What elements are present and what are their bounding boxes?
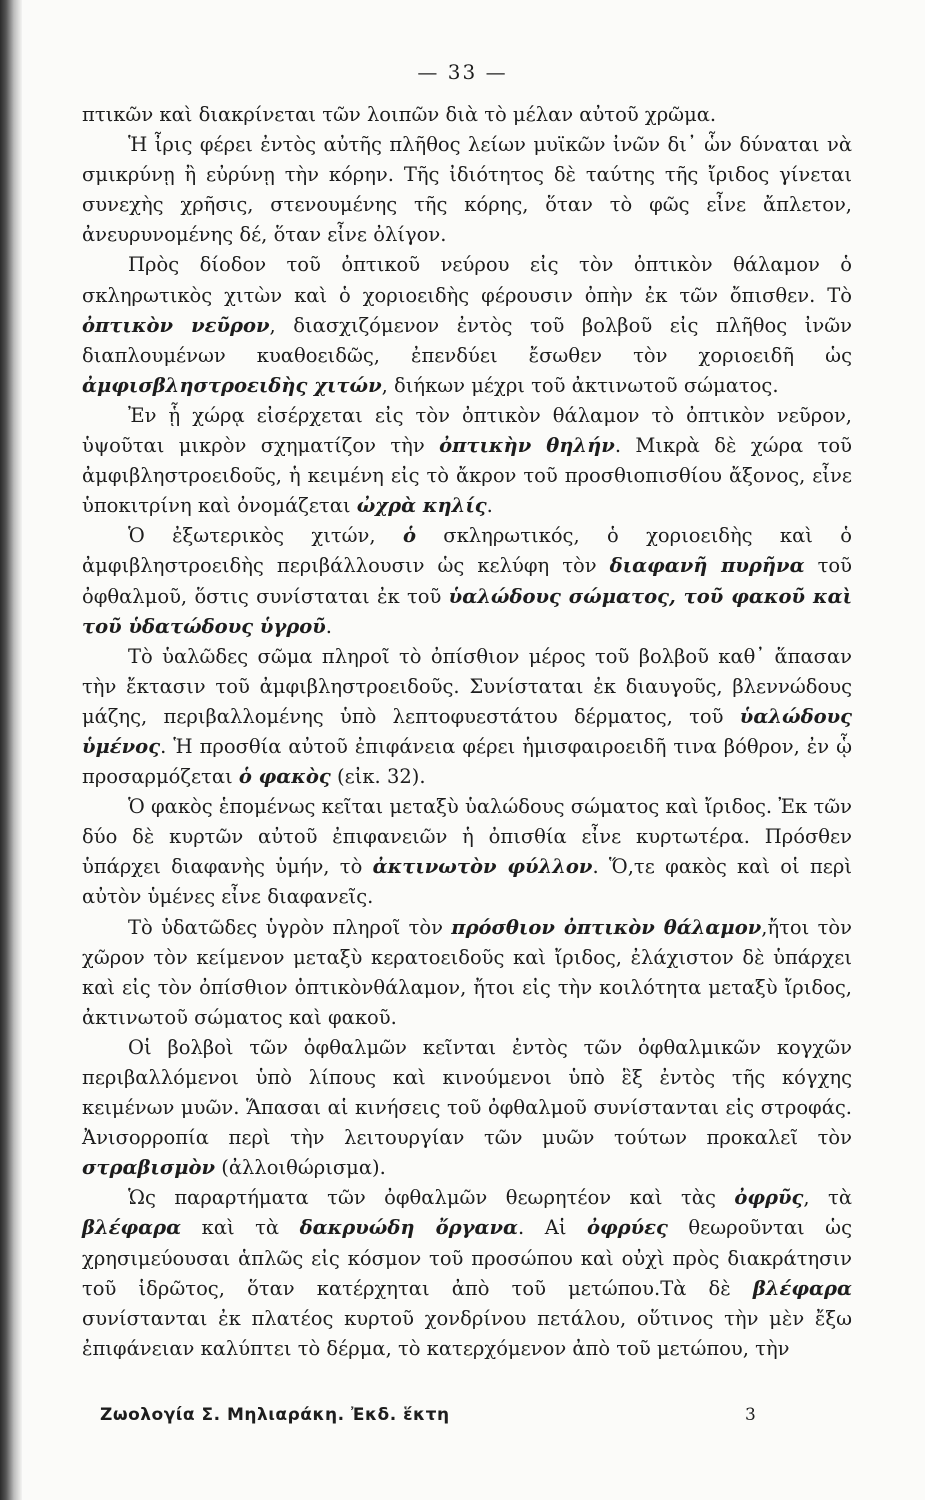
text-run: τοῦ ὀφθαλμοῦ, ὅστις συνίσταται ἐκ τοῦ — [82, 554, 852, 608]
text-run: Πρὸς δίοδον τοῦ ὀπτικοῦ νεύρου εἰς τὸν ὀπτικὸν θάλαμον ὁ σκληρωτικὸς χιτὼν καὶ ὁ χοριοειδὴς φέρουσιν ὀπὴν ἐκ τῶν ὄπισθεν. Τὸ — [82, 253, 852, 307]
text-run: . Ἡ προσθία αὐτοῦ ἐπιφάνεια φέρει ἡμισφαιροειδῆ τινα βόθρον, ἐν ᾧ προσαρμόζεται — [82, 734, 852, 789]
text-run: Ὡς παραρτήματα τῶν ὀφθαλμῶν θεωρητέον καὶ τὰς — [128, 1186, 735, 1210]
text-run: Ἡ ἶρις φέρει ἐντὸς αὐτῆς πλῆθος λείων μυϊκῶν ἰνῶν δι᾿ ὧν δύναται νὰ σμικρύνῃ ἢ εὐρύνῃ τὴν κόρην. Τῆς ἰδιότητος δὲ ταύτης τῆς ἴριδος γίνεται συνεχὴς χρῆσις, στενουμένης τῆς κόρης, ὅταν τὸ φῶς εἶνε ἄπλετον, ἀνευρυνομένης δέ, ὅταν εἶνε ὀλίγον. — [82, 133, 852, 247]
text-run: . — [325, 614, 332, 638]
paragraph — [82, 913, 852, 1033]
emphasized-term: διαφανῆ πυρῆνα — [609, 554, 805, 578]
text-run: Τὸ ὑδατῶδες ὑγρὸν πληροῖ τὸν — [128, 915, 452, 939]
paragraph — [82, 521, 852, 641]
text-run: (ἀλλοιθώρισμα). — [215, 1156, 386, 1180]
emphasized-term: ὑαλώδους σώματος, τοῦ φακοῦ καὶ τοῦ ὑδατώδους ὑγροῦ — [82, 584, 853, 638]
emphasized-term: βλέφαρα — [752, 1276, 852, 1300]
book-spine-shadow — [0, 0, 22, 1500]
text-run: καὶ τὰ — [181, 1216, 300, 1240]
paragraph — [82, 792, 852, 912]
text-run: συνίστανται ἐκ πλατέος κυρτοῦ χονδρίνου πετάλου, οὕτινος τὴν μὲν ἔξω ἐπιφάνειαν καλύπτει τὸ δέρμα, τὸ κατερχόμενον ἀπὸ τοῦ μετώπου, τὴν — [82, 1306, 852, 1360]
text-run: , διασχιζόμενον ἐντὸς τοῦ βολβοῦ εἰς πλῆθος ἰνῶν διαπλουμένων κυαθοειδῶς, ἐπενδύει ἔσωθεν τὸν χοριοειδῆ ὡς — [82, 313, 852, 367]
paragraph — [82, 250, 852, 400]
body-text — [82, 100, 852, 1364]
emphasized-term: δακρυώδη ὄργανα — [299, 1216, 519, 1240]
text-run: . Ὅ,τε φακὸς καὶ οἱ περὶ αὐτὸν ὑμένες εἶνε διαφανεῖς. — [82, 855, 852, 909]
text-run: Ἐν ᾗ χώρᾳ εἰσέρχεται εἰς τὸν ὀπτικὸν θάλαμον τὸ ὀπτικὸν νεῦρον, ὑψοῦται μικρὸν σχηματίζον τὴν — [82, 403, 852, 458]
text-run: σκληρωτικός, ὁ χοριοειδὴς καὶ ὁ ἀμφιβληστροειδὴς περιβάλλουσιν ὡς κελύφη τὸν — [82, 524, 853, 578]
signature-mark: 3 — [745, 1405, 757, 1425]
page-number: — 33 — — [417, 60, 508, 84]
emphasized-term: ὀπτικὴν θηλήν — [439, 434, 615, 458]
text-run: . — [486, 494, 493, 518]
text-run: Ὁ φακὸς ἑπομένως κεῖται μεταξὺ ὑαλώδους σώματος καὶ ἴριδος. Ἐκ τῶν δύο δὲ κυρτῶν αὐτοῦ ἐπιφανειῶν ἡ ὀπισθία εἶνε κυρτωτέρα. Πρόσθεν ὑπάρχει διαφανὴς ὑμήν, τὸ — [82, 795, 852, 879]
emphasized-term: ὁ φακὸς — [238, 765, 331, 789]
emphasized-term: ὀφρῦς — [734, 1186, 804, 1210]
emphasized-term: ὑαλώδους ὑμένος — [82, 704, 852, 758]
emphasized-term: ὠχρὰ κηλίς — [356, 494, 487, 518]
paragraph — [82, 1183, 852, 1364]
emphasized-term: ὁ — [402, 524, 416, 548]
footer-title: Ζωολογία Σ. Μηλιαράκη. Ἐκδ. ἕκτη — [100, 1405, 450, 1425]
emphasized-term: ὀφρύες — [586, 1216, 668, 1240]
text-run: . Μικρὰ δὲ χώρα τοῦ ἀμφιβληστροειδοῦς, ἡ κειμένη εἰς τὸ ἄκρον τοῦ προσθιοπισθίου ἄξονος, εἶνε ὑποκιτρίνη καὶ ὀνομάζεται — [82, 434, 852, 518]
paragraph — [82, 130, 852, 250]
paragraph — [82, 1033, 852, 1183]
emphasized-term: ἀκτινωτὸν φύλλον — [372, 855, 593, 879]
text-run: πτικῶν καὶ διακρίνεται τῶν λοιπῶν διὰ τὸ μέλαν αὐτοῦ χρῶμα. — [82, 103, 717, 126]
emphasized-term: ἀμφισβληστροειδὴς χιτών — [82, 373, 382, 397]
text-run: Οἱ βολβοὶ τῶν ὀφθαλμῶν κεῖνται ἐντὸς τῶν ὀφθαλμικῶν κογχῶν περιβαλλόμενοι ὑπὸ λίπους καὶ κινούμενοι ὑπὸ ἓξ ἐντὸς τῆς κόγχης κειμένων μυῶν. Ἅπασαι αἱ κινήσεις τοῦ ὀφθαλμοῦ συνίστανται εἰς στροφάς. Ἀνισορροπία περὶ τὴν λειτουργίαν τῶν μυῶν τούτων προκαλεῖ τὸν — [82, 1035, 852, 1150]
page-footer — [100, 1405, 800, 1425]
text-run: , διήκων μέχρι τοῦ ἀκτινωτοῦ σώματος. — [381, 373, 779, 397]
text-run: Τὸ ὑαλῶδες σῶμα πληροῖ τὸ ὀπίσθιον μέρος τοῦ βολβοῦ καθ᾿ ἅπασαν τὴν ἔκτασιν τοῦ ἀμφιβληστροειδοῦς. Συνίσταται ἐκ διαυγοῦς, βλεννώδους μάζης, περιβαλλομένης ὑπὸ λεπτοφυεστάτου δέρματος, τοῦ — [82, 644, 852, 728]
text-run: ,ἤτοι τὸν χῶρον τὸν κείμενον μεταξὺ κερατοειδοῦς καὶ ἴριδος, ἐλάχιστον δὲ ὑπάρχει καὶ εἰς τὸν ὀπίσθιον ὀπτικὸνθάλαμον, ἤτοι εἰς τὴν κοιλότητα μεταξὺ ἴριδος, ἀκτινωτοῦ σώματος καὶ φακοῦ. — [82, 915, 853, 1029]
paragraph — [82, 642, 852, 792]
text-run: (εἰκ. 32). — [330, 765, 426, 789]
emphasized-term: στραβισμὸν — [82, 1156, 216, 1180]
paragraph — [82, 100, 852, 130]
text-run: θεωροῦνται ὡς χρησιμεύουσαι ἁπλῶς εἰς κόσμον τοῦ προσώπου καὶ οὐχὶ πρὸς διακράτησιν τοῦ ἱδρῶτος, ὅταν κατέρχηται ἀπὸ τοῦ μετώπου.Τὰ δὲ — [82, 1216, 852, 1300]
text-run: , τὰ — [803, 1186, 852, 1210]
emphasized-term: βλέφαρα — [82, 1216, 182, 1240]
paragraph — [82, 401, 852, 521]
emphasized-term: ὀπτικὸν νεῦρον — [82, 313, 270, 337]
text-run: Ὁ ἐξωτερικὸς χιτών, — [128, 524, 403, 548]
text-run: . Αἱ — [518, 1216, 587, 1240]
emphasized-term: πρόσθιον ὀπτικὸν θάλαμον — [451, 915, 762, 939]
